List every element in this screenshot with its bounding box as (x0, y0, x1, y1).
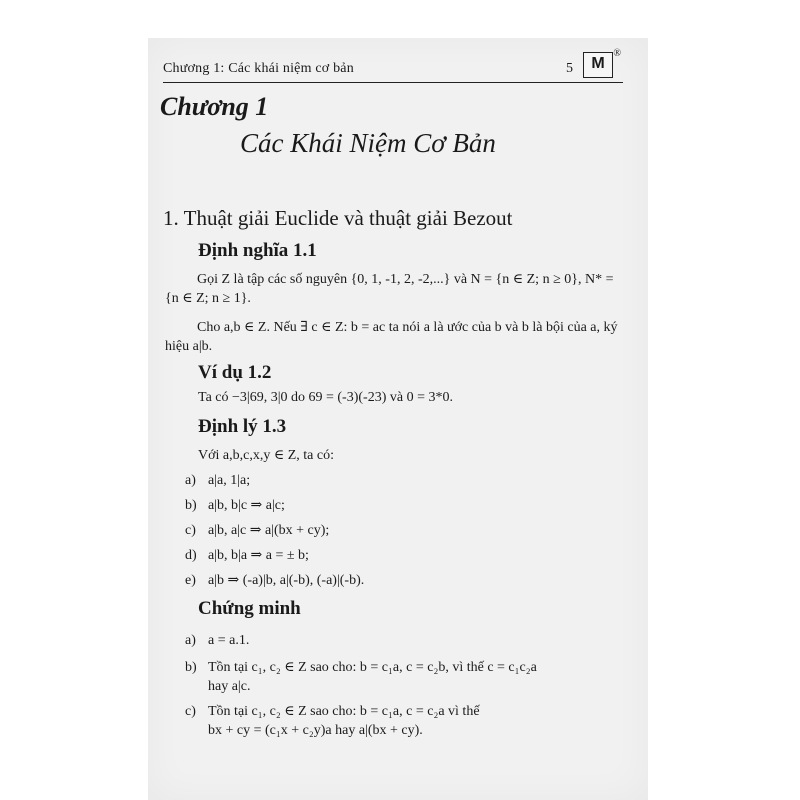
item-label: a) (185, 473, 196, 488)
page-number: 5 (566, 61, 573, 76)
header-title: Chương 1: Các khái niệm cơ bản (163, 61, 354, 76)
running-header (163, 48, 623, 83)
item-label: b) (185, 660, 197, 675)
section-title: 1. Thuật giải Euclide và thuật giải Bezout (163, 206, 513, 230)
definition-paragraph-1: Gọi Z là tập các số nguyên {0, 1, -1, 2, -2,...} và N = {n ∈ Z; n ≥ 0}, N* = {n ∈ Z; n ≥ 1}. (165, 272, 614, 306)
item-text-continued: bx + cy = (c₁x + c₂y)a hay a|(bx + cy). (208, 723, 423, 738)
definition-heading: Định nghĩa 1.1 (198, 240, 317, 261)
definition-paragraph-2: Cho a,b ∈ Z. Nếu ∃ c ∈ Z: b = ac ta nói a là ước của b và b là bội của a, ký hiệu a|b. (165, 320, 618, 354)
example-text: Ta có −3|69, 3|0 do 69 = (-3)(-23) và 0 = 3*0. (198, 390, 453, 405)
item-text: a|b, b|a ⇒ a = ± b; (208, 548, 309, 563)
item-text: a|b, a|c ⇒ a|(bx + cy); (208, 523, 330, 538)
item-label: d) (185, 548, 197, 563)
publisher-logo-icon: M (583, 52, 613, 78)
item-label: c) (185, 704, 196, 719)
item-text: a|b ⇒ (-a)|b, a|(-b), (-a)|(-b). (208, 573, 365, 588)
item-text: a = a.1. (208, 633, 250, 648)
item-text: Tồn tại c₁, c₂ ∈ Z sao cho: b = c₁a, c = c₂b, vì thế c = c₁c₂a (208, 660, 537, 675)
example-heading: Ví dụ 1.2 (198, 362, 272, 383)
registered-mark: ® (613, 48, 621, 59)
item-text-continued: hay a|c. (208, 679, 251, 694)
chapter-label: Chương 1 (160, 92, 269, 121)
proof-heading: Chứng minh (198, 598, 301, 619)
item-label: b) (185, 498, 197, 513)
item-label: e) (185, 573, 196, 588)
theorem-heading: Định lý 1.3 (198, 416, 287, 437)
item-label: c) (185, 523, 196, 538)
item-text: a|a, 1|a; (208, 473, 251, 488)
theorem-intro: Với a,b,c,x,y ∈ Z, ta có: (198, 448, 334, 463)
item-text: Tồn tại c₁, c₂ ∈ Z sao cho: b = c₁a, c = c₂a vì thế (208, 704, 480, 719)
item-text: a|b, b|c ⇒ a|c; (208, 498, 285, 513)
chapter-title: Các Khái Niệm Cơ Bản (240, 128, 496, 158)
item-label: a) (185, 633, 196, 648)
